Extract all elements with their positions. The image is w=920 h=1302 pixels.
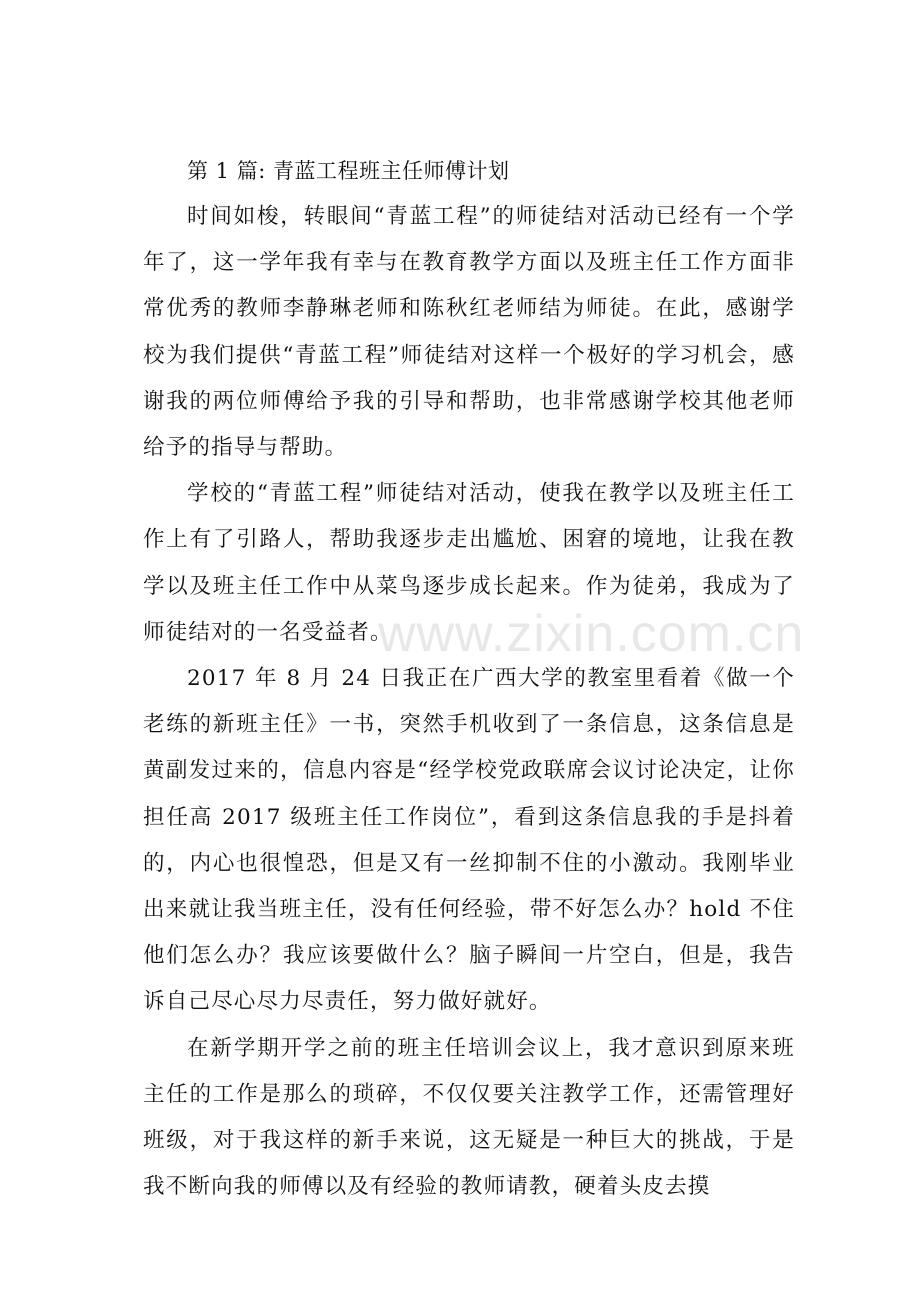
paragraph-2: 学校的“青蓝工程”师徒结对活动，使我在教学以及班主任工作上有了引路人，帮助我逐步走出尴尬、困窘的境地，让我在教学以及班主任工作中从菜鸟逐步成长起来。作为徒弟，我成为了师徒结对的一名受益者。 [143, 481, 795, 645]
paragraph-3: 2017 年 8 月 24 日我正在广西大学的教室里看着《做一个老练的新班主任》一书，突然手机收到了一条信息，这条信息是黄副发过来的，信息内容是“经学校党政联席会议讨论决定，让你担任高 2017 级班主任工作岗位”，看到这条信息我的手是抖着的，内心也很惶恐，但是又有一丝抑制不住的小激动。我刚毕业出来就让我当班主任，没有任何经验，带不好怎么办？hold 不住他们怎么办？我应该要做什么？脑子瞬间一片空白，但是，我告诉自己尽心尽力尽责任，努力做好就好。 [143, 666, 795, 1015]
document-body [143, 148, 795, 1210]
document-title: 第 1 篇: 青蓝工程班主任师傅计划 [187, 159, 510, 183]
watermark: www.zixin.com.cn [378, 605, 805, 663]
paragraph-4: 在新学期开学之前的班主任培训会议上，我才意识到原来班主任的工作是那么的琐碎，不仅仅要关注教学工作，还需管理好班级，对于我这样的新手来说，这无疑是一种巨大的挑战，于是我不断向我的师傅以及有经验的教师请教，硬着头皮去摸 [143, 1035, 795, 1200]
paragraph-1: 时间如梭，转眼间“青蓝工程”的师徒结对活动已经有一个学年了，这一学年我有幸与在教育教学方面以及班主任工作方面非常优秀的教师李静琳老师和陈秋红老师结为师徒。在此，感谢学校为我们提供“青蓝工程”师徒结对这样一个极好的学习机会，感谢我的两位师傅给予我的引导和帮助，也非常感谢学校其他老师给予的指导与帮助。 [143, 204, 795, 461]
